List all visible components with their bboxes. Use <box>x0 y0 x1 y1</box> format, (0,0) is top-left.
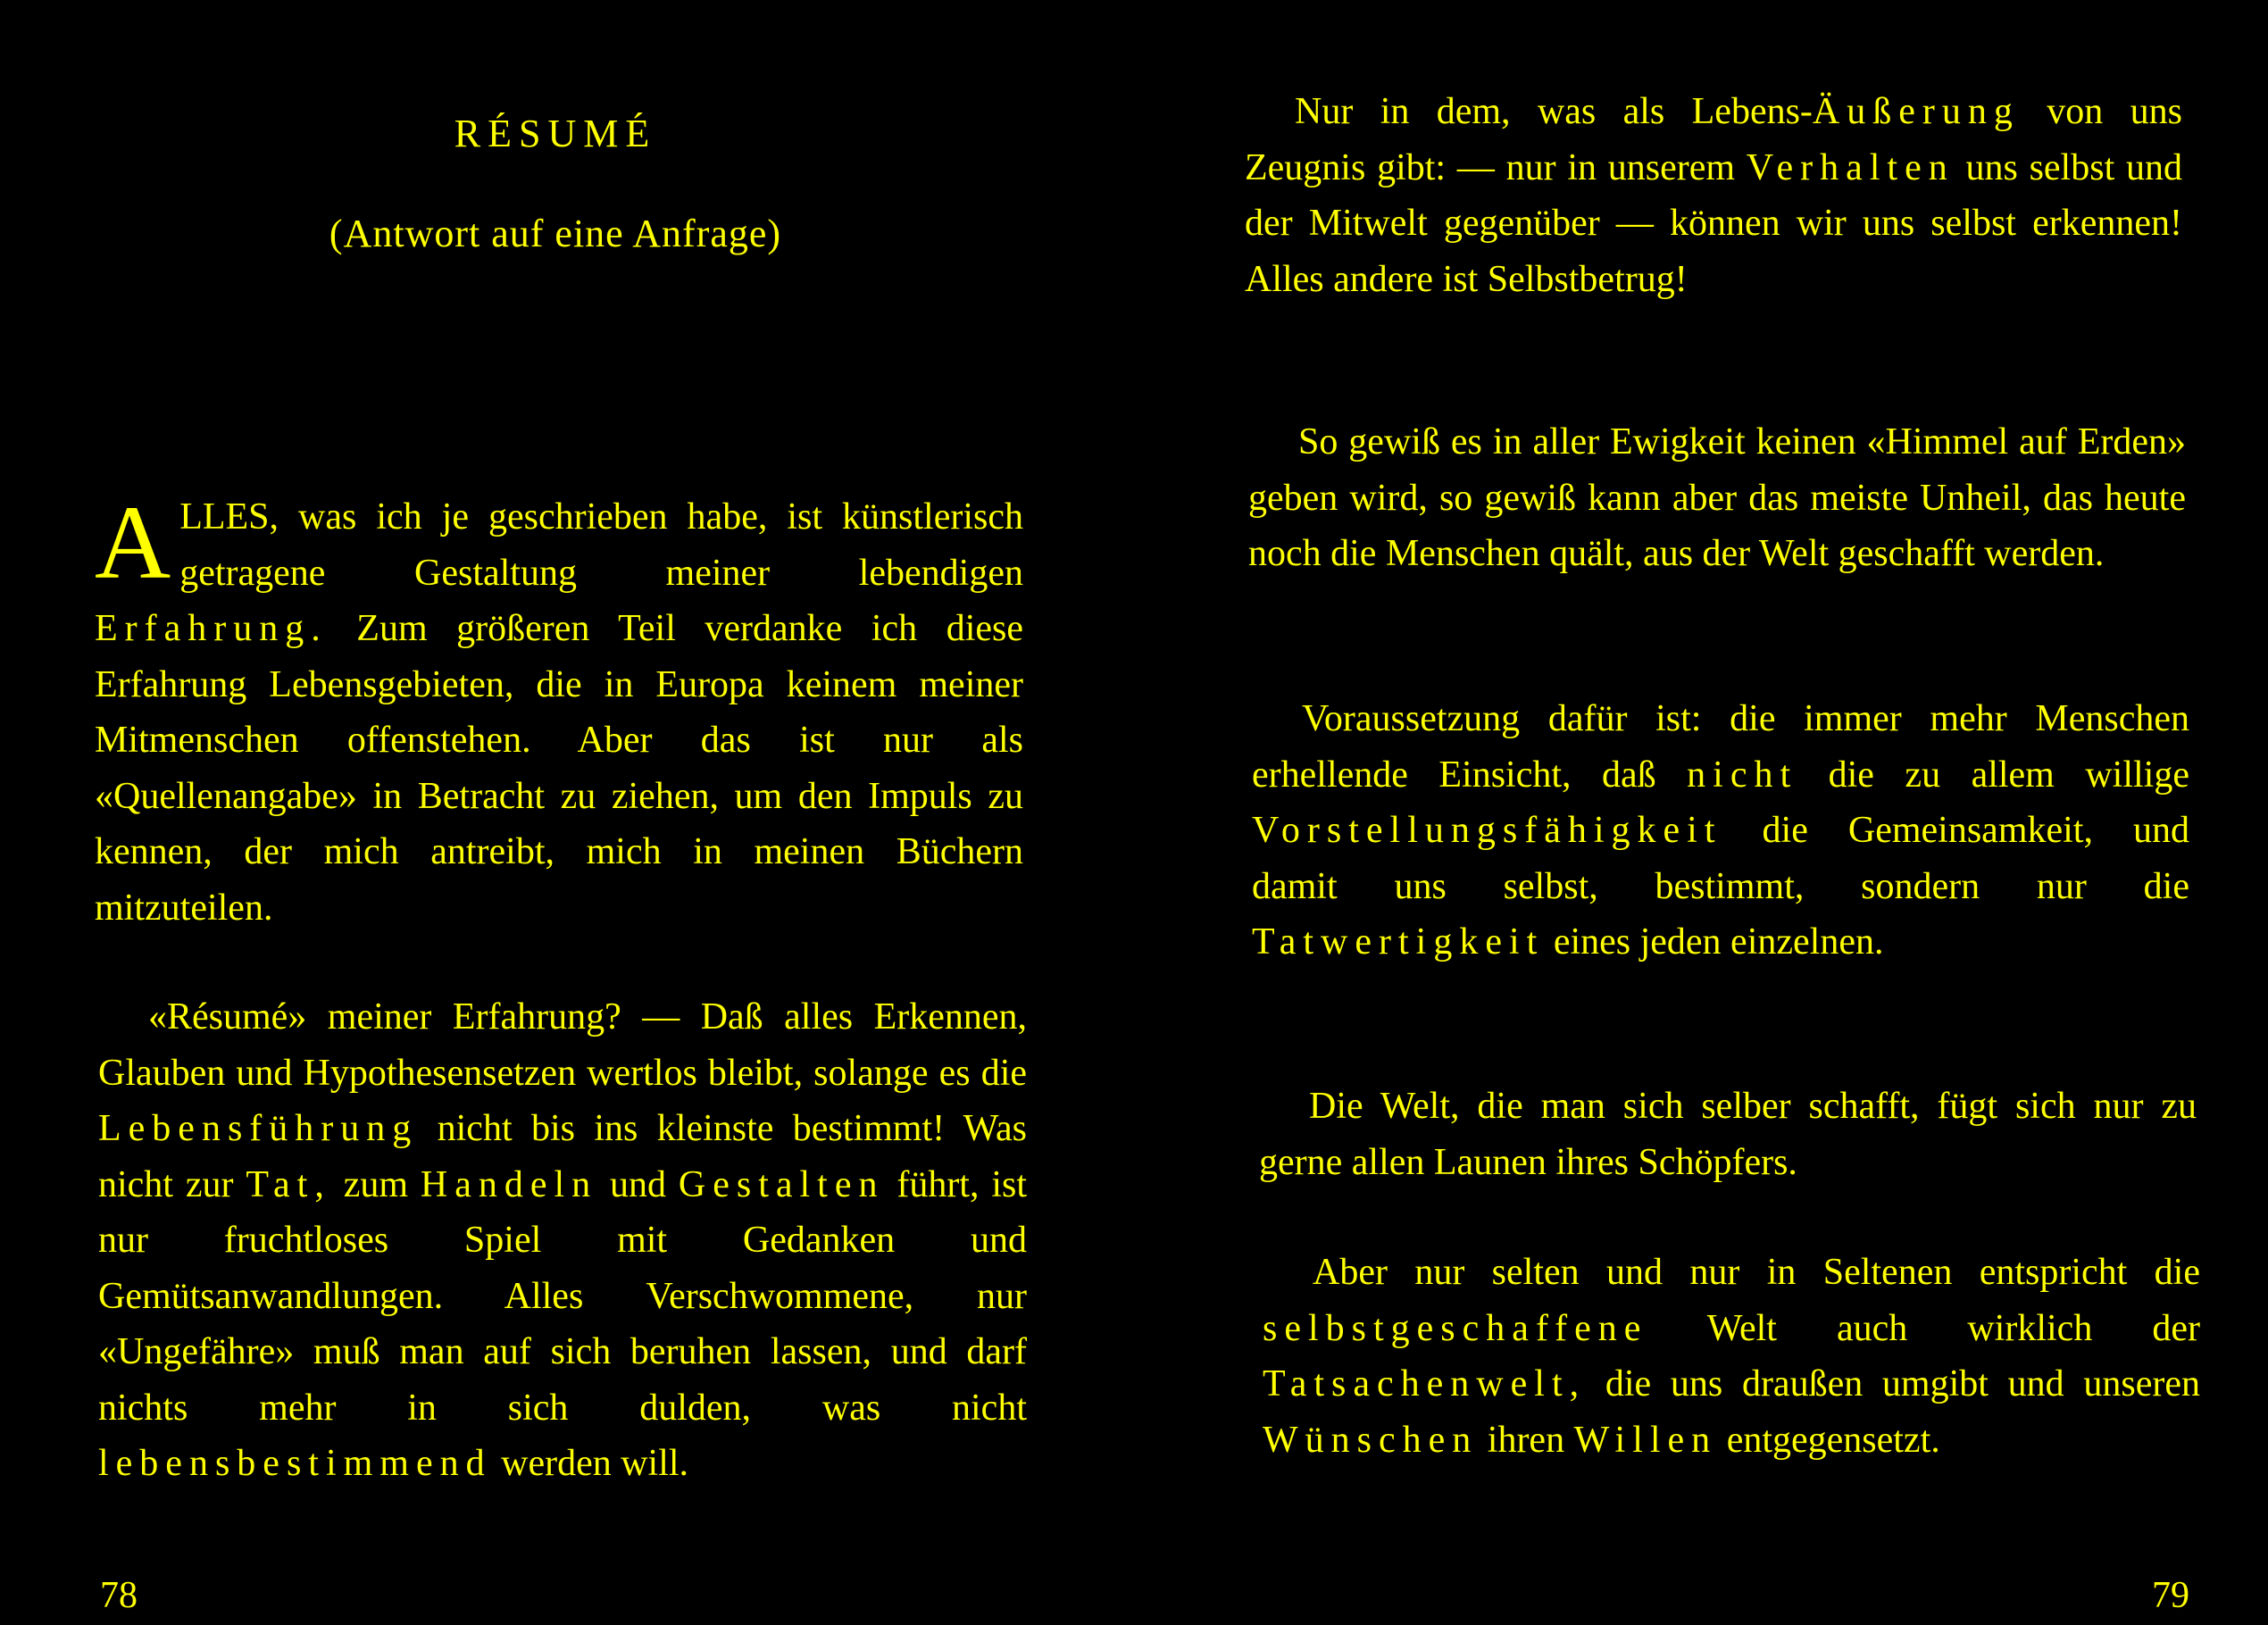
paragraph-text: ihren <box>1478 1419 1574 1461</box>
emphasis-text: Tatwertigkeit <box>1252 921 1545 962</box>
emphasis-text: Tat, <box>246 1163 331 1205</box>
paragraph-text: nicht bis ins kleinste bestimmt! Was nicht zur <box>98 1108 1027 1205</box>
paragraph-text: So gewiß es in aller Ewigkeit keinen «Himmel auf Erden» geben wird, so gewiß kann aber das meiste Unheil, das heute noch die Menschen quält, aus der Welt geschafft werden. <box>1248 421 2186 574</box>
emphasis-text: Handeln <box>420 1163 598 1205</box>
paragraph-text: Zum größeren Teil verdanke ich diese Erfahrung Lebensgebieten, die in Europa keinem meiner Mitmenschen offenstehen. Aber das ist nur als «Quellenangabe» in Betracht zu ziehen, um den Impuls zu kennen, der mich antreibt, mich in meinen Büchern mitzuteilen. <box>95 608 1023 929</box>
paragraph-text: und <box>597 1163 679 1205</box>
paragraph-text: von uns Zeugnis gibt: — nur in unserem <box>1245 91 2182 188</box>
paragraph-text: Nur in dem, was als Lebens- <box>1295 91 1813 132</box>
paragraph-2 <box>1248 414 2186 582</box>
right-page <box>1134 0 2268 1625</box>
emphasis-text: Tatsachenwelt, <box>1263 1363 1587 1404</box>
page-subtitle: (Antwort auf eine Anfrage) <box>329 212 782 255</box>
paragraph-1 <box>1245 84 2182 307</box>
paragraph-text: zum <box>330 1163 421 1205</box>
page-number: 79 <box>2152 1575 2189 1616</box>
emphasis-text: lebensbestimmend <box>98 1443 492 1484</box>
paragraph-text: die Gemeinsamkeit, und damit uns selbst, bestimmt, sondern nur die <box>1252 810 2189 907</box>
paragraph-2 <box>98 989 1027 1492</box>
paragraph-text: die uns draußen umgibt und unseren <box>1586 1363 2200 1404</box>
emphasis-text: Verhalten <box>1746 146 1955 188</box>
emphasis-text: Gestalten <box>678 1163 885 1205</box>
emphasis-text: Willen <box>1573 1419 1718 1461</box>
paragraph-text: LLES, was ich je geschrieben habe, ist künstlerisch getragene Gestaltung meiner lebendigen <box>179 496 1023 594</box>
emphasis-text: Wünschen <box>1263 1419 1479 1461</box>
page-number: 78 <box>100 1575 138 1616</box>
paragraph-text: Welt auch wirklich der <box>1647 1307 2200 1349</box>
paragraph-text: führt, ist nur fruchtloses Spiel mit Gedanken und Gemütsanwandlungen. Alles Verschwommene, nur «Ungefähre» muß man auf sich beruhen lassen, und darf nichts mehr in sich dulden, was nicht <box>98 1163 1028 1429</box>
paragraph-3 <box>1252 691 2189 971</box>
paragraph-text: Voraussetzung dafür ist: die immer mehr Menschen erhellende Einsicht, daß <box>1252 698 2189 796</box>
emphasis-text: Erfahrung. <box>95 608 328 649</box>
paragraph-text: die zu allem willige <box>1797 754 2189 796</box>
paragraph-5 <box>1263 1245 2200 1468</box>
page-title: RÉSUMÉ <box>454 112 657 155</box>
emphasis-text: Vorstellungsfähigkeit <box>1252 810 1722 851</box>
emphasis-text: Lebensführung <box>98 1108 419 1149</box>
paragraph-text: werden will. <box>491 1443 689 1484</box>
paragraph-4 <box>1259 1079 2197 1190</box>
paragraph-text: eines jeden einzelnen. <box>1544 921 1884 962</box>
paragraph-text: Die Welt, die man sich selber schafft, fügt sich nur zu gerne allen Launen ihres Schöpfers. <box>1259 1086 2197 1183</box>
drop-cap: A <box>95 484 171 601</box>
paragraph-text: Aber nur selten und nur in Seltenen entspricht die <box>1313 1252 2200 1293</box>
paragraph-text: «Résumé» meiner Erfahrung? — Daß alles Erkennen, Glauben und Hypothesensetzen wertlos bleibt, solange es die <box>98 996 1027 1094</box>
emphasis-text: nicht <box>1687 754 1798 796</box>
paragraph-1 <box>95 484 1023 936</box>
emphasis-text: selbstgeschaffene <box>1263 1307 1648 1349</box>
paragraph-text: uns selbst und der Mitwelt gegenüber — können wir uns selbst erkennen! Alles andere ist Selbstbetrug! <box>1245 146 2182 300</box>
paragraph-text: entgegensetzt. <box>1717 1419 1940 1461</box>
emphasis-text: Äußerung <box>1812 91 2020 132</box>
